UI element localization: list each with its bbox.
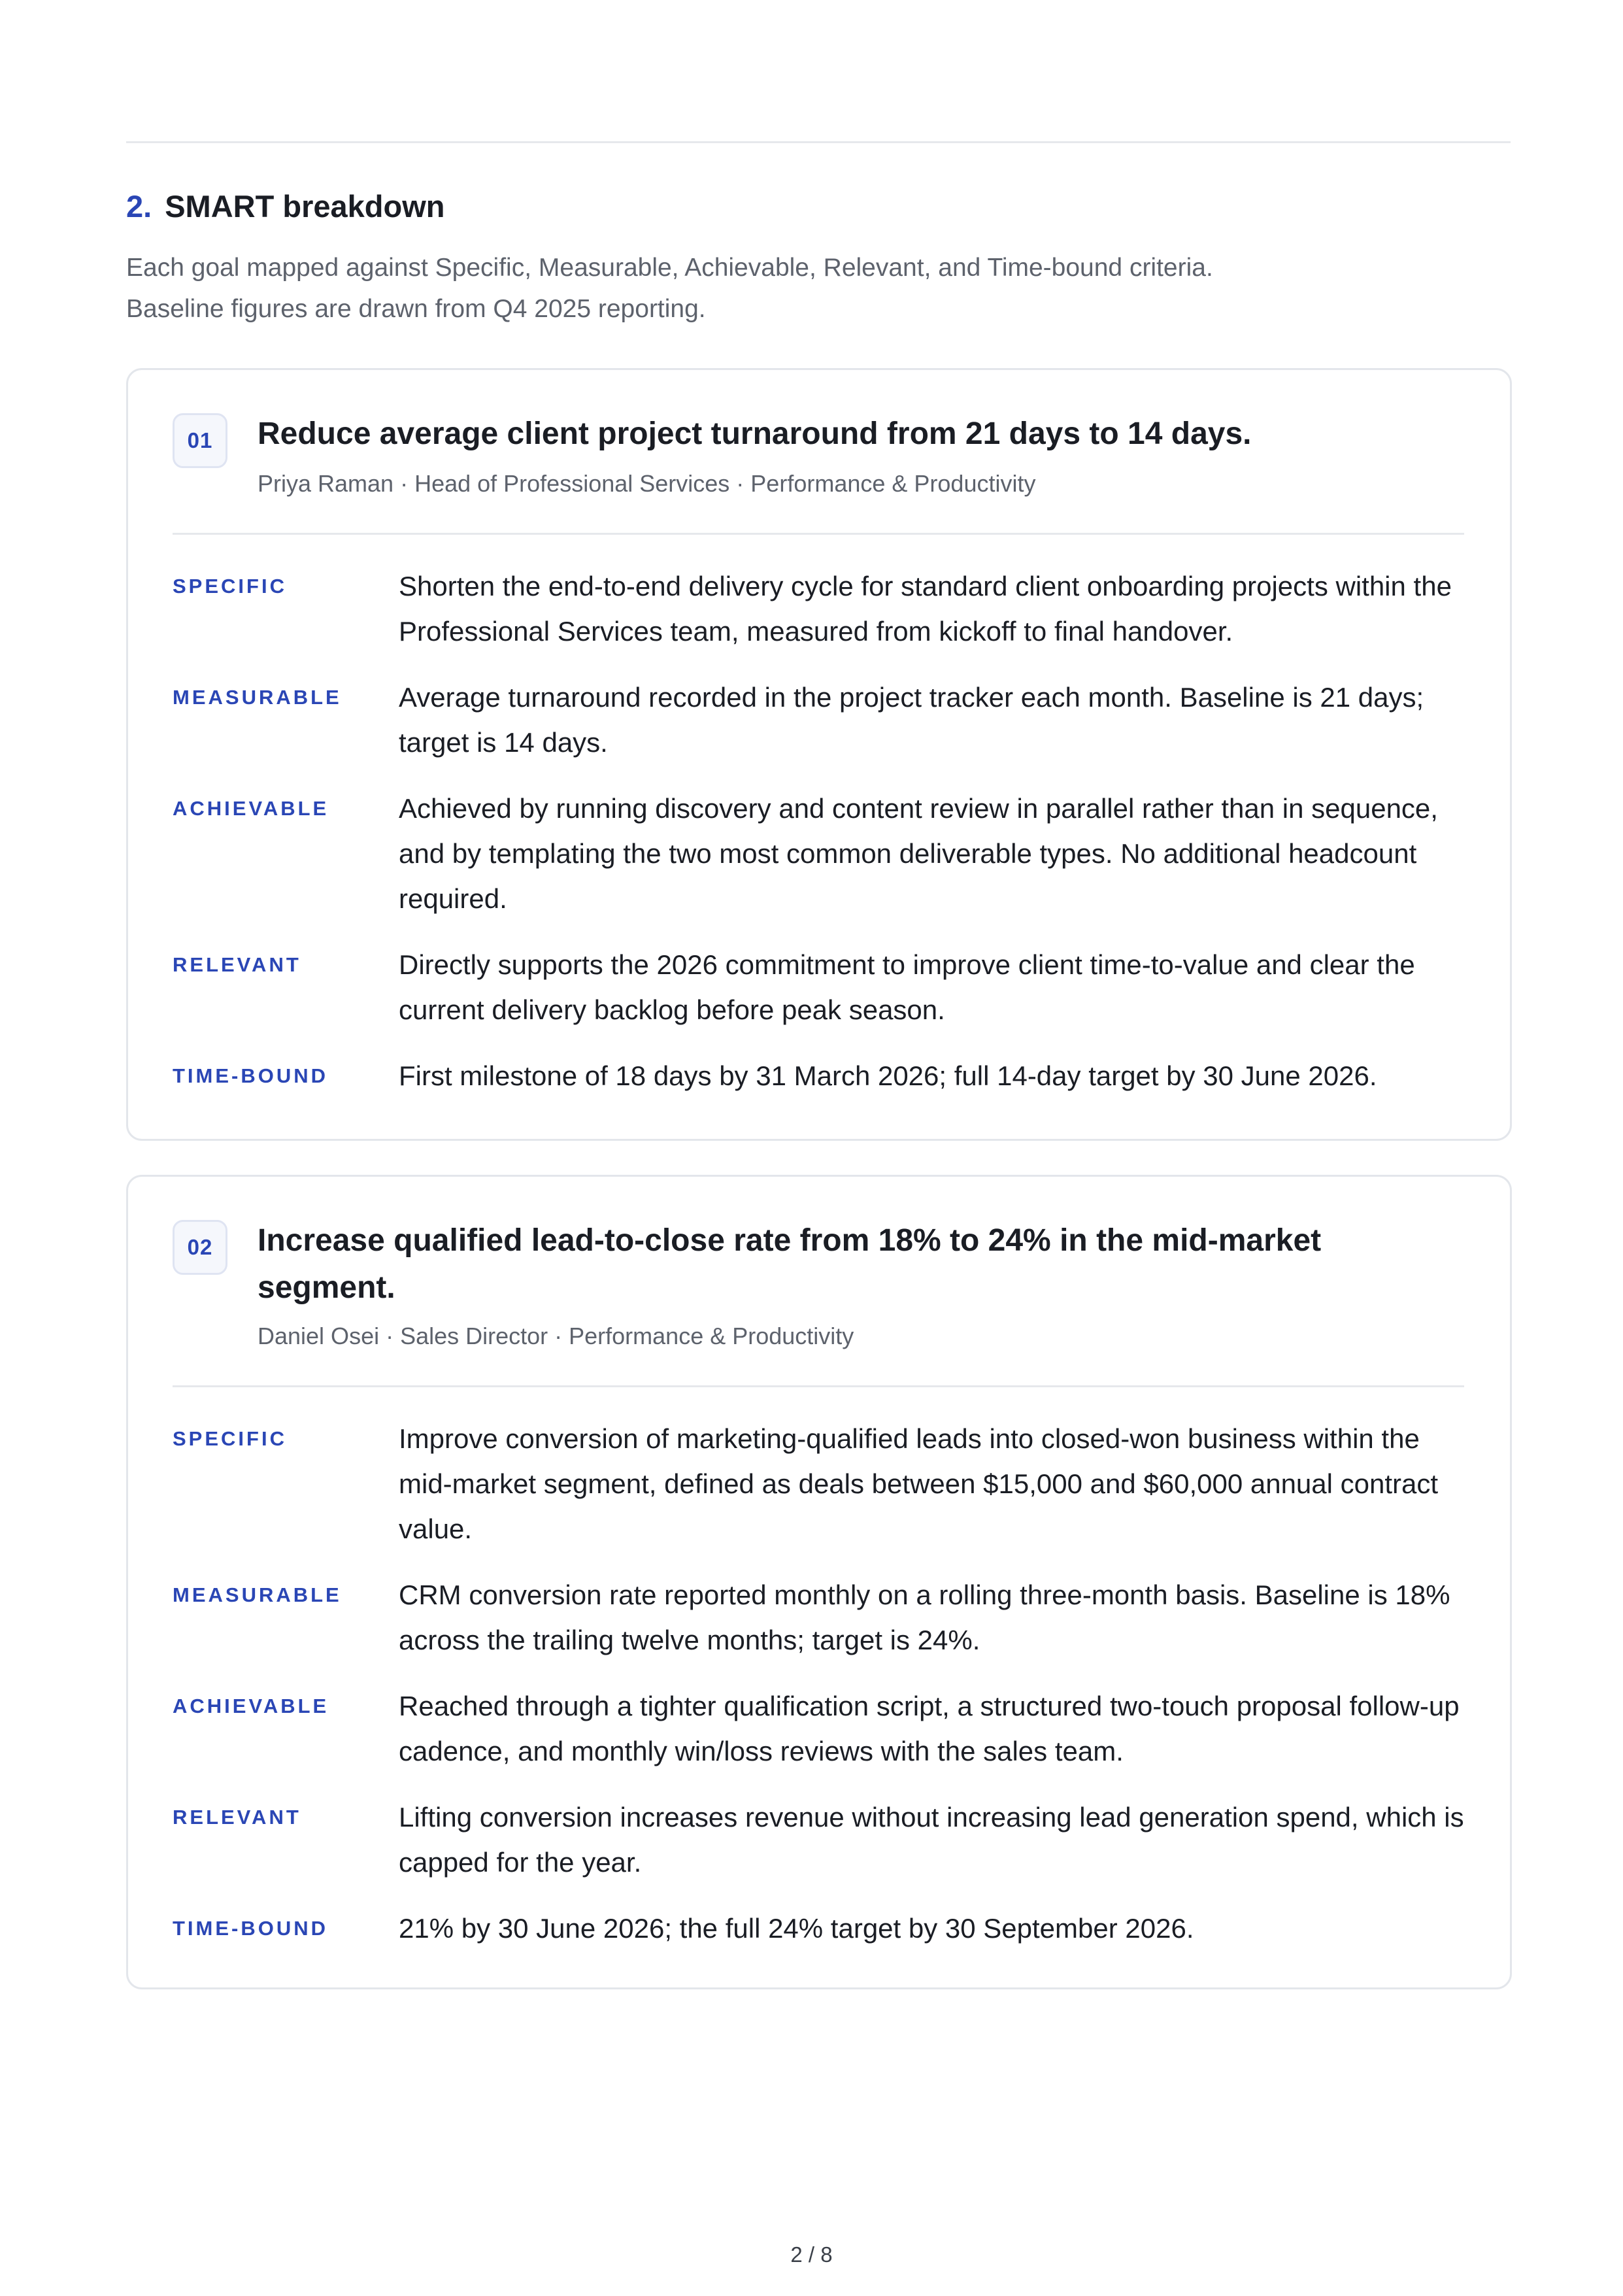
goal-owner-meta: Priya Raman · Head of Professional Services · Performance & Productivity (258, 470, 1036, 497)
criterion-text: Reached through a tighter qualification script, a structured two-touch proposal follow-up cadence, and monthly win/loss reviews with the sales team. (399, 1691, 1460, 1766)
section-heading (126, 187, 444, 226)
goal-number-badge: 01 (173, 413, 227, 468)
criterion-text: 21% by 30 June 2026; the full 24% target by 30 September 2026. (399, 1913, 1194, 1944)
section-title: SMART breakdown (165, 189, 445, 224)
criterion-label: SPECIFIC (173, 1427, 287, 1450)
section-intro: Each goal mapped against Specific, Measurable, Achievable, Relevant, and Time-bound criteria. Baseline figures are drawn from Q4 2025 reporting. (126, 254, 1213, 323)
smart-criteria-list (173, 1416, 1464, 1951)
page-number: 2 / 8 (790, 2242, 833, 2267)
criterion-text: Lifting conversion increases revenue without increasing lead generation spend, which is capped for the year. (399, 1802, 1464, 1878)
criterion-label: TIME-BOUND (173, 1064, 329, 1087)
criterion-text: Improve conversion of marketing-qualified leads into closed-won business within the mid-market segment, defined as deals between $15,000 and $60,000 annual contract value. (399, 1423, 1439, 1544)
criterion-time-bound (173, 1053, 1464, 1099)
criterion-specific (173, 1416, 1464, 1551)
criterion-label: RELEVANT (173, 1806, 301, 1829)
goal-owner-meta: Daniel Osei · Sales Director · Performance & Productivity (258, 1323, 854, 1349)
criterion-text: Achieved by running discovery and content review in parallel rather than in sequence, and by templating the two most common deliverable types. No additional headcount required. (399, 793, 1438, 914)
goal-title: Increase qualified lead-to-close rate from 18% to 24% in the mid-market segment. (258, 1223, 1322, 1305)
criterion-measurable (173, 675, 1464, 765)
criterion-time-bound (173, 1906, 1464, 1951)
criterion-label: ACHIEVABLE (173, 797, 329, 820)
criterion-relevant (173, 1795, 1464, 1885)
criterion-label: SPECIFIC (173, 575, 287, 598)
criterion-text: CRM conversion rate reported monthly on a rolling three-month basis. Baseline is 18% across the trailing twelve months; target is 24%. (399, 1579, 1450, 1655)
smart-criteria-list (173, 564, 1464, 1099)
criterion-achievable (173, 1683, 1464, 1774)
criterion-text: Directly supports the 2026 commitment to improve client time-to-value and clear the current delivery backlog before peak season. (399, 949, 1415, 1025)
goal-number-badge: 02 (173, 1220, 227, 1275)
criterion-label: MEASURABLE (173, 686, 342, 709)
criterion-label: RELEVANT (173, 953, 301, 976)
criterion-text: First milestone of 18 days by 31 March 2026; full 14-day target by 30 June 2026. (399, 1060, 1377, 1091)
criterion-relevant (173, 942, 1464, 1032)
criterion-text: Shorten the end-to-end delivery cycle for standard client onboarding projects within the Professional Services team, measured from kickoff to final handover. (399, 571, 1452, 647)
criterion-text: Average turnaround recorded in the project tracker each month. Baseline is 21 days; target is 14 days. (399, 682, 1424, 758)
card-divider (173, 533, 1464, 535)
goal-card-01 (126, 368, 1512, 1141)
card-divider (173, 1385, 1464, 1387)
criterion-measurable (173, 1572, 1464, 1663)
goal-card-02 (126, 1175, 1512, 1989)
top-divider (126, 141, 1511, 143)
criterion-label: ACHIEVABLE (173, 1695, 329, 1717)
criterion-specific (173, 564, 1464, 654)
criterion-label: TIME-BOUND (173, 1917, 329, 1940)
section-number: 2. (126, 189, 152, 224)
criterion-achievable (173, 786, 1464, 921)
goal-title: Reduce average client project turnaround from 21 days to 14 days. (258, 416, 1252, 451)
criterion-label: MEASURABLE (173, 1583, 342, 1606)
